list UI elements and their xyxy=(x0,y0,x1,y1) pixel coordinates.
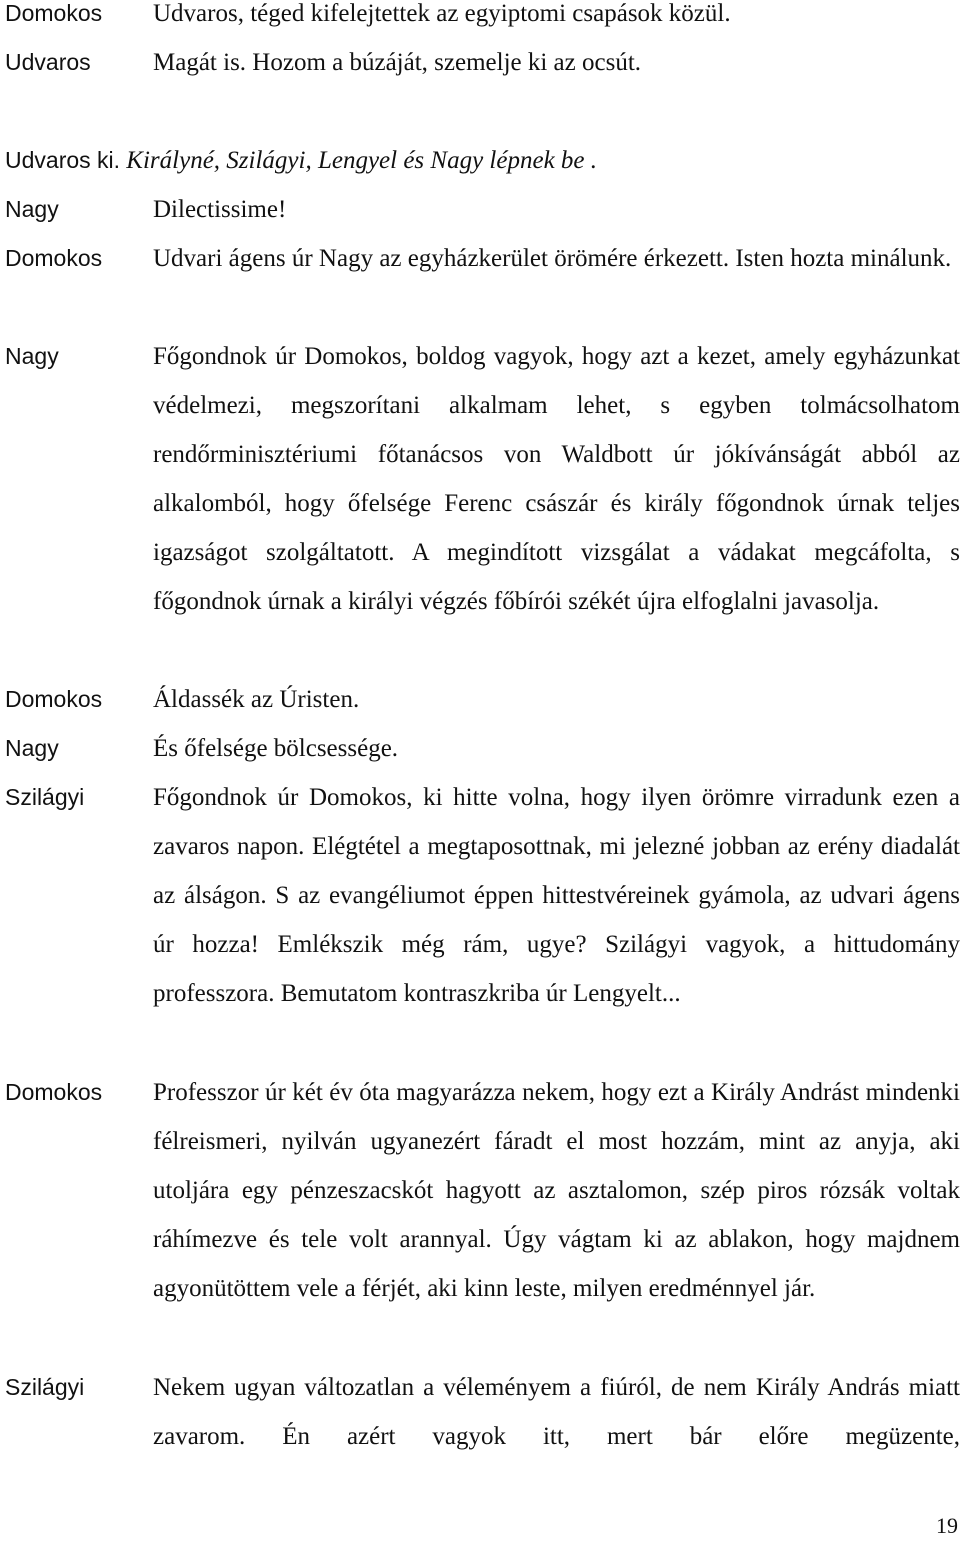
speaker-name: Udvaros xyxy=(5,49,91,75)
speaker-name: Domokos xyxy=(5,1079,103,1105)
speech-text: Udvaros, téged kifelejtettek az egyiptomi csapások közül. xyxy=(153,0,731,27)
speech-text: Udvari ágens úr Nagy az egyházkerület örömére érkezett. Isten hozta minálunk. xyxy=(153,245,952,272)
speech-text: És őfelsége bölcsessége. xyxy=(153,735,399,762)
speaker-name: Szilágyi xyxy=(5,784,85,810)
speech-text: Főgondnok úr Domokos, boldog vagyok, hogy azt a kezet, amely egyházunkat védelmezi, megszorítani alkalmam lehet, s egyben tolmácsolhatom rendőrminisztériumi főtanácsos von Waldbott úr jókívánságát abból az alkalomból, hogy őfelsége Ferenc császár és király főgondnok úrnak teljes igazságot szolgáltatott. A megindított vizsgálat a vádakat megcáfolta, s főgondnok úrnak a királyi végzés főbírói székét újra elfoglalni javasolja. xyxy=(153,343,960,615)
speaker-name: Domokos xyxy=(5,245,103,271)
speech-text: Professzor úr két év óta magyarázza nekem, hogy ezt a Király Andrást mindenki félreismeri, nyilván ugyanezért fáradt el most hozzám, mint az anyja, aki utoljára egy pénzeszacskót hagyott az asztalomon, szép piros rózsák voltak ráhímezve és tele volt arannyal. Úgy vágtam ki az ablakon, hogy majdnem agyonütöttem vele a férjét, aki kinn leste, milyen eredménnyel jár. xyxy=(153,1079,960,1302)
page-number: 19 xyxy=(936,1513,958,1538)
stage-direction-entrance: Királyné, Szilágyi, Lengyel és Nagy lépnek be . xyxy=(126,147,598,174)
speech-text: Nekem ugyan változatlan a véleményem a fiúról, de nem Király András miatt zavarom. Én azért vagyok itt, mert bár előre megüzente, xyxy=(153,1374,960,1450)
speaker-name: Nagy xyxy=(5,343,59,369)
speaker-name: Szilágyi xyxy=(5,1374,85,1400)
speaker-name: Domokos xyxy=(5,0,103,26)
speech-text: Főgondnok úr Domokos, ki hitte volna, hogy ilyen örömre virradunk ezen a zavaros napon. Elégtétel a megtaposottnak, mi jelezné jobban az erény diadalát az álságon. S az evangéliumot éppen hittestvéreinek gyámola, az udvari ágens úr hozza! Emlékszik még rám, ugye? Szilágyi vagyok, a hittudomány professzora. Bemutatom kontraszkriba úr Lengyelt... xyxy=(153,784,960,1007)
speaker-name: Nagy xyxy=(5,196,59,222)
stage-direction-exit: Udvaros ki. xyxy=(5,147,121,173)
speech-text: Áldassék az Úristen. xyxy=(153,686,360,713)
speech-text: Magát is. Hozom a búzáját, szemelje ki az ocsút. xyxy=(153,49,642,76)
speech-text: Dilectissime! xyxy=(153,196,287,223)
speaker-name: Domokos xyxy=(5,686,103,712)
speaker-name: Nagy xyxy=(5,735,59,761)
